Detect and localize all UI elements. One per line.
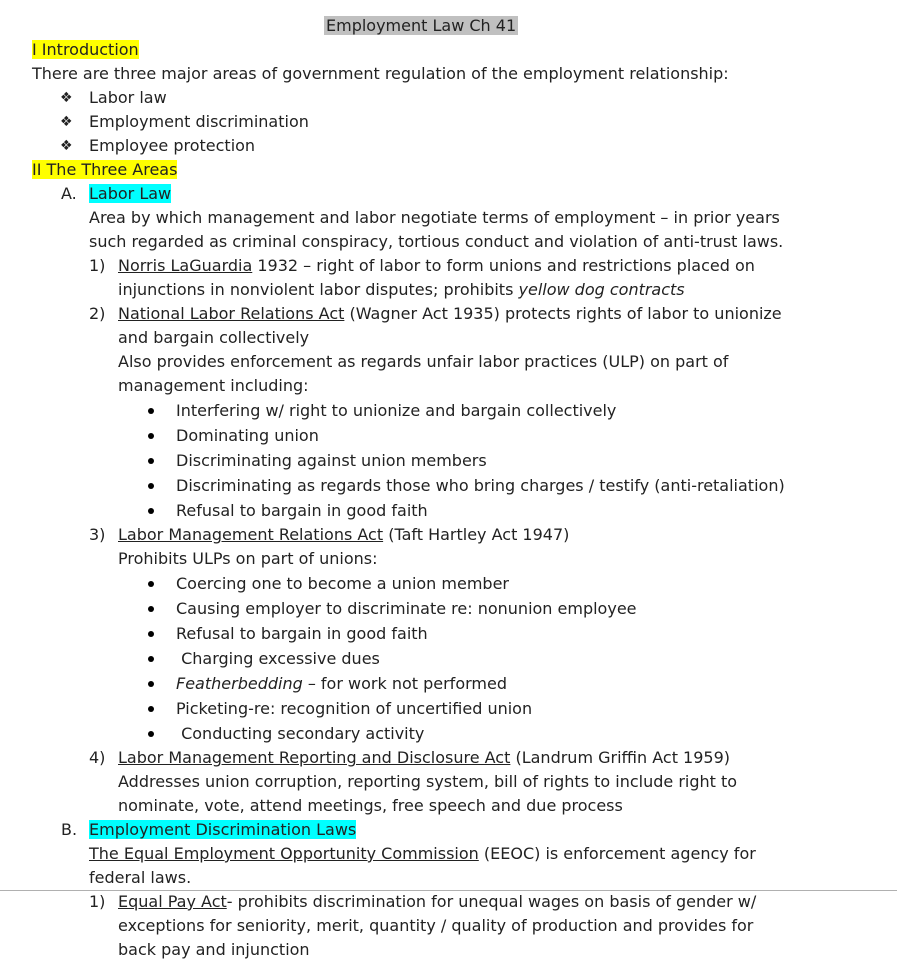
bullet-dot-icon [148,731,154,737]
bullet-dot-icon [148,706,154,712]
bullet-dot-icon [148,508,154,514]
paragraph-line [89,842,756,866]
list-item-text: Employee protection [89,136,256,155]
intro-paragraph: There are three major areas of government regulation of the employment relationship: [32,64,729,83]
document-title [324,14,518,38]
bullet-dot-icon [148,458,154,464]
list-number: 2) [89,304,106,323]
bullet-dot-icon [148,631,154,637]
list-item-text: – for work not performed [302,674,507,693]
diamond-bullet-icon: ❖ [60,114,73,130]
numbered-item-lmrda [118,746,730,770]
act-name: National Labor Relations Act [118,304,345,323]
heading-text: I Introduction [32,40,139,59]
list-item-text: Refusal to bargain in good faith [176,624,428,643]
item-text: (Landrum Griffin Act 1959) [510,748,731,767]
bullet-dot-icon [148,483,154,489]
list-item-text: Picketing-re: recognition of uncertified union [176,699,533,718]
item-text: 1932 – right of labor to form unions and restrictions placed on [252,256,755,275]
bullet-dot-icon [148,581,154,587]
section-heading-introduction [32,38,139,62]
subsection-heading-labor-law [89,182,171,206]
act-name: Labor Management Relations Act [118,525,384,544]
paragraph-line: back pay and injunction [118,940,310,959]
numbered-item-equal-pay-act [118,890,756,914]
list-number: 4) [89,748,106,767]
paragraph-line: and bargain collectively [118,328,310,347]
numbered-item-nlra [118,302,782,326]
heading-text: Labor Law [89,184,172,203]
paragraph-line: management including: [118,376,309,395]
paragraph-line [118,278,685,302]
list-item-text: Conducting secondary activity [176,724,425,743]
act-name: Norris LaGuardia [118,256,253,275]
heading-text: Employment Discrimination Laws [89,820,357,839]
item-text: - prohibits discrimination for unequal wages on basis of gender w/ [226,892,757,911]
paragraph-line: Prohibits ULPs on part of unions: [118,549,378,568]
act-name: Labor Management Reporting and Disclosure Act [118,748,511,767]
agency-name: The Equal Employment Opportunity Commission [89,844,479,863]
list-item-text: Coercing one to become a union member [176,574,509,593]
list-item-text: Causing employer to discriminate re: nonunion employee [176,599,637,618]
paragraph-line: Addresses union corruption, reporting system, bill of rights to include right to [118,772,738,791]
act-name: Equal Pay Act [118,892,227,911]
diamond-bullet-icon: ❖ [60,138,73,154]
list-item-text: Discriminating as regards those who bring charges / testify (anti-retaliation) [176,476,785,495]
list-item-text: Employment discrimination [89,112,309,131]
item-text: (Wagner Act 1935) protects rights of labor to unionize [344,304,782,323]
paragraph-line: nominate, vote, attend meetings, free speech and due process [118,796,623,815]
italic-term: yellow dog contracts [518,280,685,299]
heading-text: II The Three Areas [32,160,178,179]
list-item-text: Dominating union [176,426,319,445]
list-item-text: Charging excessive dues [176,649,380,668]
bullet-dot-icon [148,433,154,439]
bullet-dot-icon [148,656,154,662]
list-number: 3) [89,525,106,544]
numbered-item-lmra [118,523,569,547]
paragraph-line: Also provides enforcement as regards unfair labor practices (ULP) on part of [118,352,729,371]
list-item-text: Refusal to bargain in good faith [176,501,428,520]
list-item-text: Discriminating against union members [176,451,487,470]
subsection-heading-employment-discrimination [89,818,356,842]
paragraph-line: exceptions for seniority, merit, quantity / quality of production and provides for [118,916,754,935]
numbered-item-norris-laguardia [118,254,755,278]
bullet-dot-icon [148,606,154,612]
italic-term: Featherbedding [176,674,303,693]
item-text: (EEOC) is enforcement agency for [478,844,756,863]
bullet-dot-icon [148,408,154,414]
bullet-dot-icon [148,681,154,687]
item-text: injunctions in nonviolent labor disputes; prohibits [118,280,519,299]
subsection-label-b: B. [61,820,78,839]
list-number: 1) [89,892,106,911]
section-heading-three-areas [32,158,177,182]
list-item-text: Labor law [89,88,167,107]
title-text: Employment Law Ch 41 [326,16,517,35]
paragraph-line: federal laws. [89,868,192,887]
list-number: 1) [89,256,106,275]
item-text: (Taft Hartley Act 1947) [383,525,570,544]
diamond-bullet-icon: ❖ [60,90,73,106]
subsection-label-a: A. [61,184,77,203]
paragraph-line: such regarded as criminal conspiracy, tortious conduct and violation of anti-trust laws. [89,232,784,251]
list-item-text: Interfering w/ right to unionize and bargain collectively [176,401,617,420]
paragraph-line: Area by which management and labor negotiate terms of employment – in prior years [89,208,780,227]
